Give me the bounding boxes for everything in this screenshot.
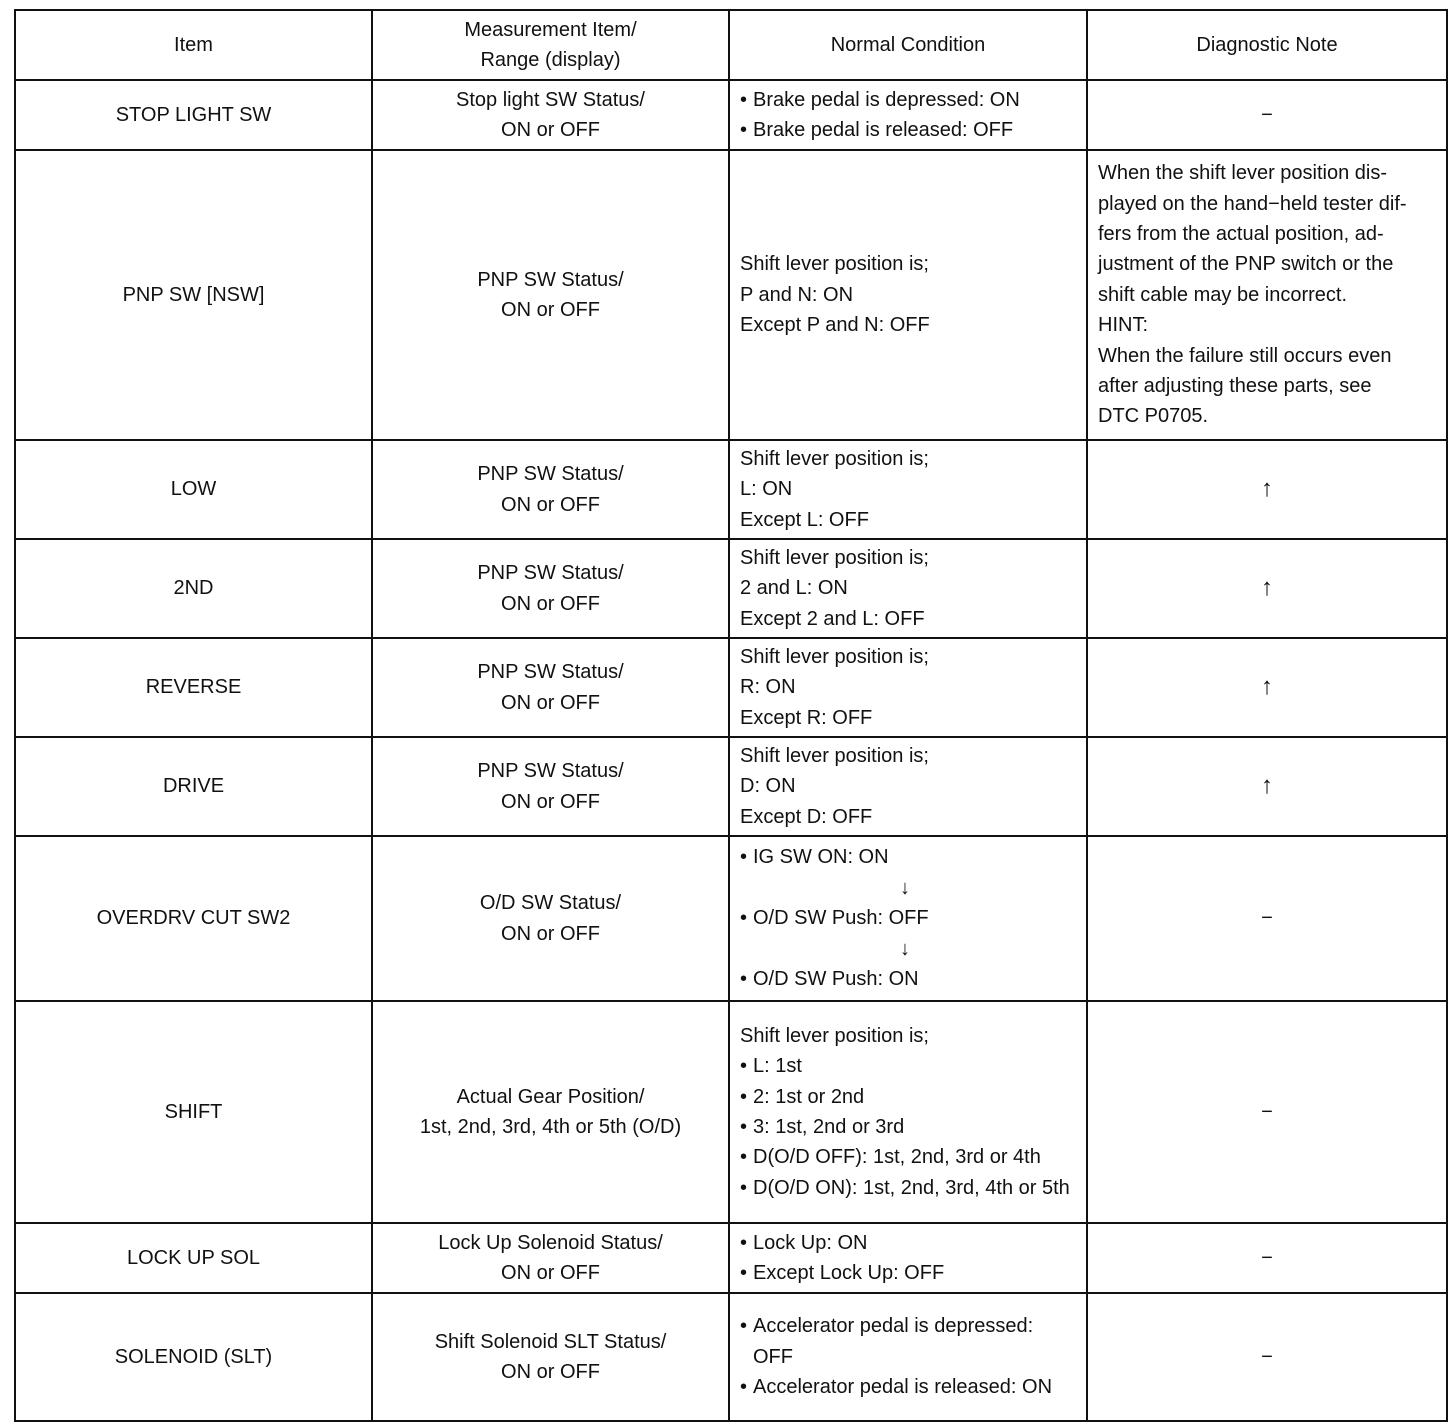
table-row: [15, 1293, 1447, 1421]
condition-line: • D(O/D OFF): 1st, 2nd, 3rd or 4th: [740, 1142, 1076, 1172]
item-cell: 2ND: [15, 539, 372, 638]
item-cell: STOP LIGHT SW: [15, 80, 372, 150]
measurement-label: PNP SW Status/: [477, 463, 624, 486]
condition-line: Shift lever position is;: [740, 1024, 929, 1047]
condition-line: • Except Lock Up: OFF: [740, 1258, 1076, 1288]
condition-line: P and N: ON: [740, 283, 854, 306]
measurement-cell: [372, 150, 729, 440]
note-line: fers from the actual position, ad-: [1098, 222, 1384, 245]
table-row: [15, 80, 1447, 150]
normal-condition-cell: [729, 638, 1087, 737]
condition-line: Except D: OFF: [740, 805, 873, 828]
normal-condition-cell: [729, 836, 1087, 1001]
diagnostic-note-cell: −: [1087, 1223, 1447, 1293]
note-line: DTC P0705.: [1098, 405, 1209, 428]
condition-line: • L: 1st: [740, 1051, 1076, 1081]
measurement-cell: [372, 1293, 729, 1421]
condition-line: Except P and N: OFF: [740, 314, 930, 337]
item-cell: DRIVE: [15, 737, 372, 836]
measurement-cell: [372, 638, 729, 737]
measurement-range: ON or OFF: [501, 119, 600, 141]
condition-line: L: ON: [740, 478, 793, 501]
measurement-cell: [372, 539, 729, 638]
condition-line: Shift lever position is;: [740, 253, 929, 276]
measurement-cell: [372, 1223, 729, 1293]
condition-line: • D(O/D ON): 1st, 2nd, 3rd, 4th or 5th: [740, 1173, 1076, 1203]
header-item: Item: [15, 10, 372, 80]
same-as-above-arrow-icon: ↑: [1087, 440, 1447, 539]
condition-line: 2 and L: ON: [740, 577, 848, 600]
same-as-above-arrow-icon: ↑: [1087, 638, 1447, 737]
measurement-range: ON or OFF: [501, 299, 600, 321]
measurement-range: ON or OFF: [501, 691, 600, 714]
measurement-label: Lock Up Solenoid Status/: [438, 1231, 663, 1254]
condition-line: • O/D SW Push: OFF: [740, 903, 1076, 933]
same-as-above-arrow-icon: ↑: [1087, 539, 1447, 638]
measurement-label: Shift Solenoid SLT Status/: [434, 1330, 667, 1353]
header-measurement-line1: Measurement Item/: [464, 18, 637, 41]
measurement-label: PNP SW Status/: [477, 661, 624, 684]
condition-line: D: ON: [740, 775, 796, 798]
measurement-range: ON or OFF: [501, 493, 600, 516]
diagnostic-note-cell: [1087, 150, 1447, 440]
note-line: played on the hand−held tester dif-: [1098, 192, 1407, 215]
condition-line: • Brake pedal is released: OFF: [740, 115, 1076, 145]
normal-condition-cell: [729, 150, 1087, 440]
normal-condition-cell: [729, 1001, 1087, 1223]
condition-line: • IG SW ON: ON: [740, 842, 1076, 872]
normal-condition-cell: [729, 737, 1087, 836]
down-arrow-icon: ↓: [900, 876, 910, 899]
header-normal-condition: Normal Condition: [729, 10, 1087, 80]
condition-line: Shift lever position is;: [740, 546, 929, 569]
note-line: When the shift lever position dis-: [1098, 162, 1388, 185]
measurement-range: ON or OFF: [501, 790, 600, 813]
table-row: [15, 638, 1447, 737]
condition-line: • Lock Up: ON: [740, 1228, 1076, 1258]
table-row: [15, 150, 1447, 440]
condition-line: • Accelerator pedal is depressed: OFF: [740, 1311, 1076, 1372]
table-row: [15, 737, 1447, 836]
measurement-range: ON or OFF: [501, 922, 600, 945]
note-line: justment of the PNP switch or the: [1098, 253, 1394, 276]
header-diagnostic-note: Diagnostic Note: [1087, 10, 1447, 80]
data-list-table: [14, 9, 1448, 1422]
down-arrow-icon: ↓: [900, 937, 910, 960]
condition-line: Except 2 and L: OFF: [740, 607, 925, 630]
item-cell: PNP SW [NSW]: [15, 150, 372, 440]
note-line: When the failure still occurs even: [1098, 344, 1392, 367]
measurement-cell: [372, 836, 729, 1001]
condition-line: Shift lever position is;: [740, 447, 929, 470]
condition-line: Except L: OFF: [740, 508, 869, 531]
measurement-cell: [372, 737, 729, 836]
table-row: [15, 1001, 1447, 1223]
measurement-range: 1st, 2nd, 3rd, 4th or 5th (O/D): [419, 1116, 682, 1138]
condition-line: • 3: 1st, 2nd or 3rd: [740, 1112, 1076, 1142]
condition-line: • Accelerator pedal is released: ON: [740, 1372, 1076, 1402]
measurement-label: PNP SW Status/: [477, 268, 624, 291]
measurement-cell: [372, 1001, 729, 1223]
note-hint-label: HINT:: [1098, 314, 1148, 337]
diagnostic-note-cell: −: [1087, 836, 1447, 1001]
measurement-label: Actual Gear Position/: [456, 1085, 645, 1108]
table-row: [15, 1223, 1447, 1293]
note-line: after adjusting these parts, see: [1098, 375, 1372, 398]
table-row: [15, 440, 1447, 539]
measurement-range: ON or OFF: [501, 592, 600, 615]
measurement-cell: [372, 80, 729, 150]
measurement-cell: [372, 440, 729, 539]
condition-line: • 2: 1st or 2nd: [740, 1082, 1076, 1112]
condition-line: Shift lever position is;: [740, 645, 929, 668]
normal-condition-cell: [729, 1223, 1087, 1293]
condition-line: • O/D SW Push: ON: [740, 964, 1076, 994]
note-line: shift cable may be incorrect.: [1098, 283, 1347, 306]
header-measurement: [372, 10, 729, 80]
condition-line: Except R: OFF: [740, 706, 873, 729]
header-row: [15, 10, 1447, 80]
item-cell: OVERDRV CUT SW2: [15, 836, 372, 1001]
normal-condition-cell: [729, 440, 1087, 539]
measurement-label: Stop light SW Status/: [456, 88, 645, 111]
measurement-range: ON or OFF: [501, 1262, 600, 1284]
measurement-label: O/D SW Status/: [479, 892, 622, 915]
measurement-range: ON or OFF: [501, 1361, 600, 1383]
normal-condition-cell: [729, 1293, 1087, 1421]
item-cell: LOW: [15, 440, 372, 539]
table-row: [15, 539, 1447, 638]
measurement-label: PNP SW Status/: [477, 562, 624, 585]
condition-line: Shift lever position is;: [740, 744, 929, 767]
measurement-label: PNP SW Status/: [477, 760, 624, 783]
item-cell: SOLENOID (SLT): [15, 1293, 372, 1421]
normal-condition-cell: [729, 80, 1087, 150]
table-row: [15, 836, 1447, 1001]
same-as-above-arrow-icon: ↑: [1087, 737, 1447, 836]
normal-condition-cell: [729, 539, 1087, 638]
item-cell: SHIFT: [15, 1001, 372, 1223]
condition-line: R: ON: [740, 676, 796, 699]
diagnostic-note-cell: −: [1087, 1293, 1447, 1421]
diagnostic-note-cell: −: [1087, 1001, 1447, 1223]
item-cell: LOCK UP SOL: [15, 1223, 372, 1293]
header-measurement-line2: Range (display): [480, 49, 621, 71]
item-cell: REVERSE: [15, 638, 372, 737]
condition-line: • Brake pedal is depressed: ON: [740, 85, 1076, 115]
diagnostic-note-cell: −: [1087, 80, 1447, 150]
